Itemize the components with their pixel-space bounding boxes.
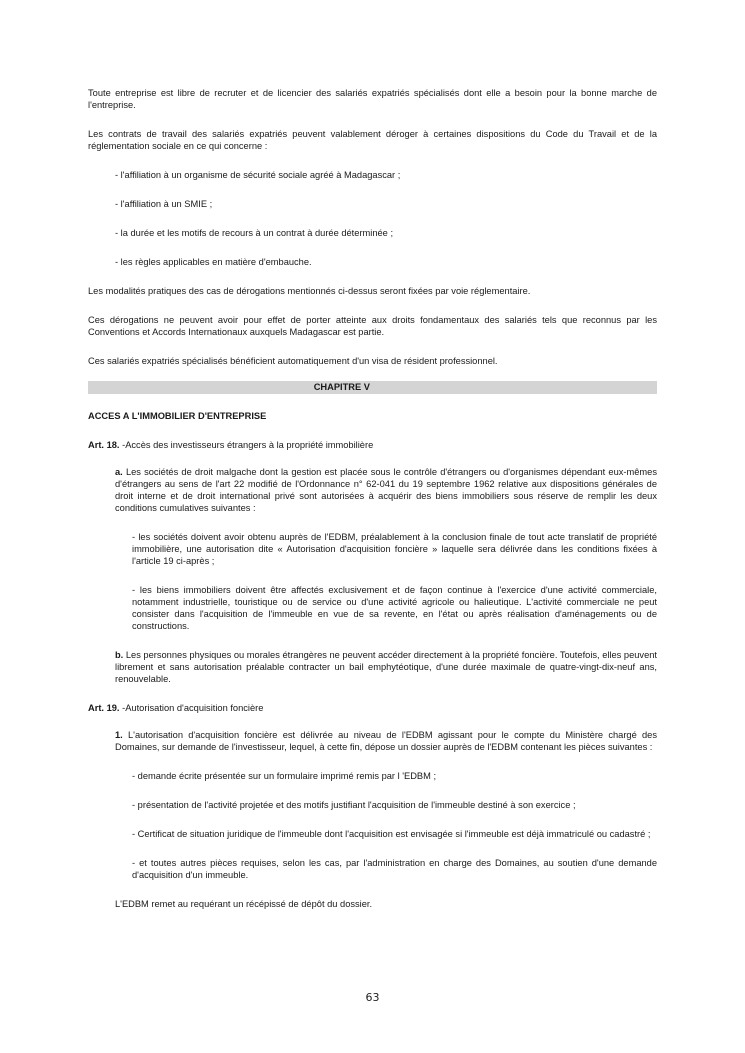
chapter-heading: CHAPITRE V	[88, 381, 657, 394]
list-item: - Certificat de situation juridique de l'immeuble dont l'acquisition est envisagée si l'immeuble est déjà immatriculé ou cadastré ;	[132, 829, 651, 839]
list-item: - présentation de l'activité projetée et des motifs justifiant l'acquisition de l'immeuble destiné à son exercice ;	[132, 800, 576, 810]
article-18-label: Art. 18.	[88, 440, 120, 450]
list-item: - demande écrite présentée sur un formulaire imprimé remis par l 'EDBM ;	[132, 771, 437, 781]
article-19-label: Art. 19.	[88, 703, 120, 713]
list-item: - la durée et les motifs de recours à un contrat à durée déterminée ;	[115, 228, 394, 238]
article-19-closing: L'EDBM remet au requérant un récépissé de dépôt du dossier.	[115, 899, 373, 909]
section-title: ACCES A L'IMMOBILIER D'ENTREPRISE	[88, 411, 267, 421]
article-19-point-1	[88, 729, 657, 753]
paragraph-resident-visa: Ces salariés expatriés spécialisés bénéficient automatiquement d'un visa de résident professionnel.	[88, 356, 498, 366]
paragraph-labour-contract-derogations: Les contrats de travail des salariés expatriés peuvent valablement déroger à certaines dispositions du Code du Travail et de la réglementation sociale en ce qui concerne :	[88, 129, 657, 151]
article-19-heading	[88, 702, 657, 714]
article-18-point-b	[88, 649, 657, 685]
article-18-title: -Accès des investisseurs étrangers à la propriété immobilière	[119, 440, 374, 450]
list-item: - l'affiliation à un SMIE ;	[115, 199, 213, 209]
article-18-heading	[88, 439, 657, 451]
list-item: - les sociétés doivent avoir obtenu auprès de l'EDBM, préalablement à la conclusion finale de tout acte translatif de propriété immobilière, une autorisation dite « Autorisation d'acquisition foncière » laquelle sera délivrée dans les conditions fixées à l'article 19 ci-après ;	[132, 532, 657, 566]
list-item: - les biens immobiliers doivent être affectés exclusivement et de façon continue à l'exercice d'une activité commerciale, notamment industrielle, touristique ou de service ou d'une activité agricole ou halieutique. L'activité commerciale ne peut consister dans l'acquisition de l'immeuble en vue de sa revente, en l'état ou après réalisation d'aménagements ou de constructions.	[132, 585, 657, 631]
article-19-title: -Autorisation d'acquisition foncière	[119, 703, 264, 713]
point-b-text: Les personnes physiques ou morales étrangères ne peuvent accéder directement à la propriété foncière. Toutefois, elles peuvent librement et sans autorisation préalable contracter un bail emphytéotique, d'une durée maximale de quatre-vingt-dix-neuf ans, renouvelable.	[115, 650, 657, 684]
point-b-label: b.	[115, 650, 124, 660]
paragraph-fundamental-rights: Ces dérogations ne peuvent avoir pour effet de porter atteinte aux droits fondamentaux des salariés tels que reconnus par les Conventions et Accords Internationaux auxquels Madagascar est partie.	[88, 315, 657, 337]
list-item: - l'affiliation à un organisme de sécurité sociale agréé à Madagascar ;	[115, 170, 401, 180]
paragraph-expatriate-recruitment: Toute entreprise est libre de recruter et de licencier des salariés expatriés spécialisés dont elle a besoin pour la bonne marche de l'entreprise.	[88, 88, 657, 110]
list-item: - et toutes autres pièces requises, selon les cas, par l'administration en charge des Domaines, au soutien d'une demande d'acquisition d'un immeuble.	[132, 858, 657, 880]
point-a-label: a.	[115, 467, 123, 477]
article-18-point-a	[88, 466, 657, 514]
point-a-text: Les sociétés de droit malgache dont la gestion est placée sous le contrôle d'étrangers ou d'organismes dépendant eux-mêmes d'étrangers au sens de l'art 22 modifié de l'Ordonnance n° 62-041 du 19 septembre 1962 relative aux dispositions générales de droit interne et de droit international privé sont autorisées à acquérir des biens immobiliers sous réserve de remplir les deux conditions cumulatives suivantes :	[115, 467, 657, 513]
paragraph-practical-modalities: Les modalités pratiques des cas de dérogations mentionnés ci-dessus seront fixées par voie réglementaire.	[88, 286, 531, 296]
document-page	[88, 87, 657, 910]
point-1-text: L'autorisation d'acquisition foncière est délivrée au niveau de l'EDBM agissant pour le compte du Ministère chargé des Domaines, sur demande de l'investisseur, lequel, à cette fin, dépose un dossier auprès de l'EDBM contenant les pièces suivantes :	[115, 730, 657, 752]
point-1-label: 1.	[115, 730, 123, 740]
page-number: 63	[365, 991, 380, 1004]
list-item: - les règles applicables en matière d'embauche.	[115, 257, 312, 267]
